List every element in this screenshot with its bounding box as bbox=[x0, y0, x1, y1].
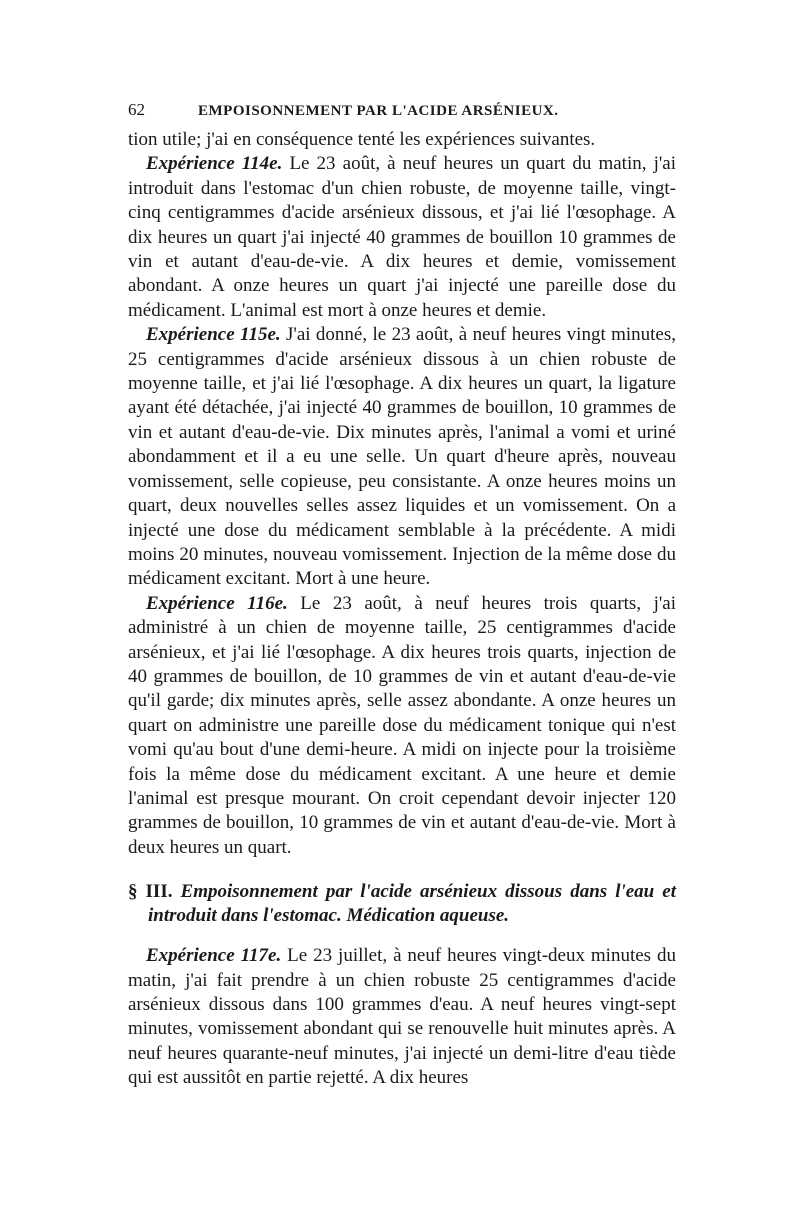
running-header bbox=[128, 100, 676, 126]
experiment-116-paragraph bbox=[128, 592, 676, 860]
experiment-114-paragraph bbox=[128, 152, 676, 323]
experiment-115-paragraph bbox=[128, 323, 676, 591]
section-title: Empoisonnement par l'acide arsénieux dissous dans l'eau et introduit dans l'estomac. Médication aqueuse. bbox=[148, 881, 677, 927]
experiment-label: Expérience 115e. bbox=[146, 324, 281, 346]
experiment-117-paragraph bbox=[128, 944, 676, 1090]
experiment-label: Expérience 114e. bbox=[146, 153, 283, 175]
paragraph-text: Le 23 août, à neuf heures trois quarts, j'ai administré à un chien de moyenne taille, 25 centigrammes d'acide arsénieux, et j'ai lié l'œsophage. A dix heures trois quarts, injection de 40 grammes de bouillon, de 10 grammes de vin et autant d'eau-de-vie qu'il garde; dix minutes après, selle assez abondante. A onze heures un quart on administre une pareille dose du médicament tonique qui n'est vomi qu'au bout d'une demi-heure. A midi on injecte pour la troisième fois la même dose du médicament excitant. A une heure et demie l'animal est presque mourant. On croit cependant devoir injecter 120 grammes de bouillon, 10 grammes de vin et autant d'eau-de-vie. Mort à deux heures un quart. bbox=[128, 592, 676, 858]
paragraph-text: Le 23 août, à neuf heures un quart du matin, j'ai introduit dans l'estomac d'un chien robuste, de moyenne taille, vingt-cinq centigrammes d'acide arsénieux dissous, et j'ai lié l'œsophage. A dix heures un quart j'ai injecté 40 grammes de bouillon 10 grammes de vin et autant d'eau-de-vie. A dix heures et demie, vomissement abondant. A onze heures un quart j'ai injecté une pareille dose du médicament. L'animal est mort à onze heures et demie. bbox=[128, 153, 676, 321]
paragraph-text: tion utile; j'ai en conséquence tenté les expériences suivantes. bbox=[128, 129, 596, 150]
running-title: EMPOISONNEMENT PAR L'ACIDE ARSÉNIEUX. bbox=[198, 103, 559, 119]
section-number: § III. bbox=[128, 881, 173, 903]
paragraph-text: Le 23 juillet, à neuf heures vingt-deux minutes du matin, j'ai fait prendre à un chien robuste 25 centigrammes d'acide arsénieux dissous dans 100 grammes d'eau. A neuf heures vingt-sept minutes, vomissement abondant qui se renouvelle huit minutes après. A neuf heures quarante-neuf minutes, j'ai injecté un demi-litre d'eau tiède qui est aussitôt en partie rejetté. A dix heures bbox=[128, 945, 676, 1089]
experiment-label: Expérience 117e. bbox=[146, 945, 282, 967]
section-heading bbox=[128, 880, 676, 928]
paragraph-continuation bbox=[128, 128, 676, 152]
book-page bbox=[128, 100, 676, 1091]
body-text bbox=[128, 128, 676, 1091]
experiment-label: Expérience 116e. bbox=[146, 592, 288, 614]
paragraph-text: J'ai donné, le 23 août, à neuf heures vingt minutes, 25 centigrammes d'acide arsénieux dissous à un chien robuste de moyenne taille, et j'ai lié l'œsophage. A dix heures un quart, la ligature ayant été détachée, j'ai injecté 40 grammes de bouillon, 10 grammes de vin et autant d'eau-de-vie. Dix minutes après, l'animal a vomi et uriné abondamment et il a eu une selle. Un quart d'heure après, nouveau vomissement, selle copieuse, peu consistante. A onze heures moins un quart, deux nouvelles selles assez liquides et un vomissement. On a injecté une dose du médicament semblable à la précédente. A midi moins 20 minutes, nouveau vomissement. Injection de la même dose du médicament excitant. Mort à une heure. bbox=[128, 324, 677, 590]
page-number: 62 bbox=[128, 100, 145, 119]
